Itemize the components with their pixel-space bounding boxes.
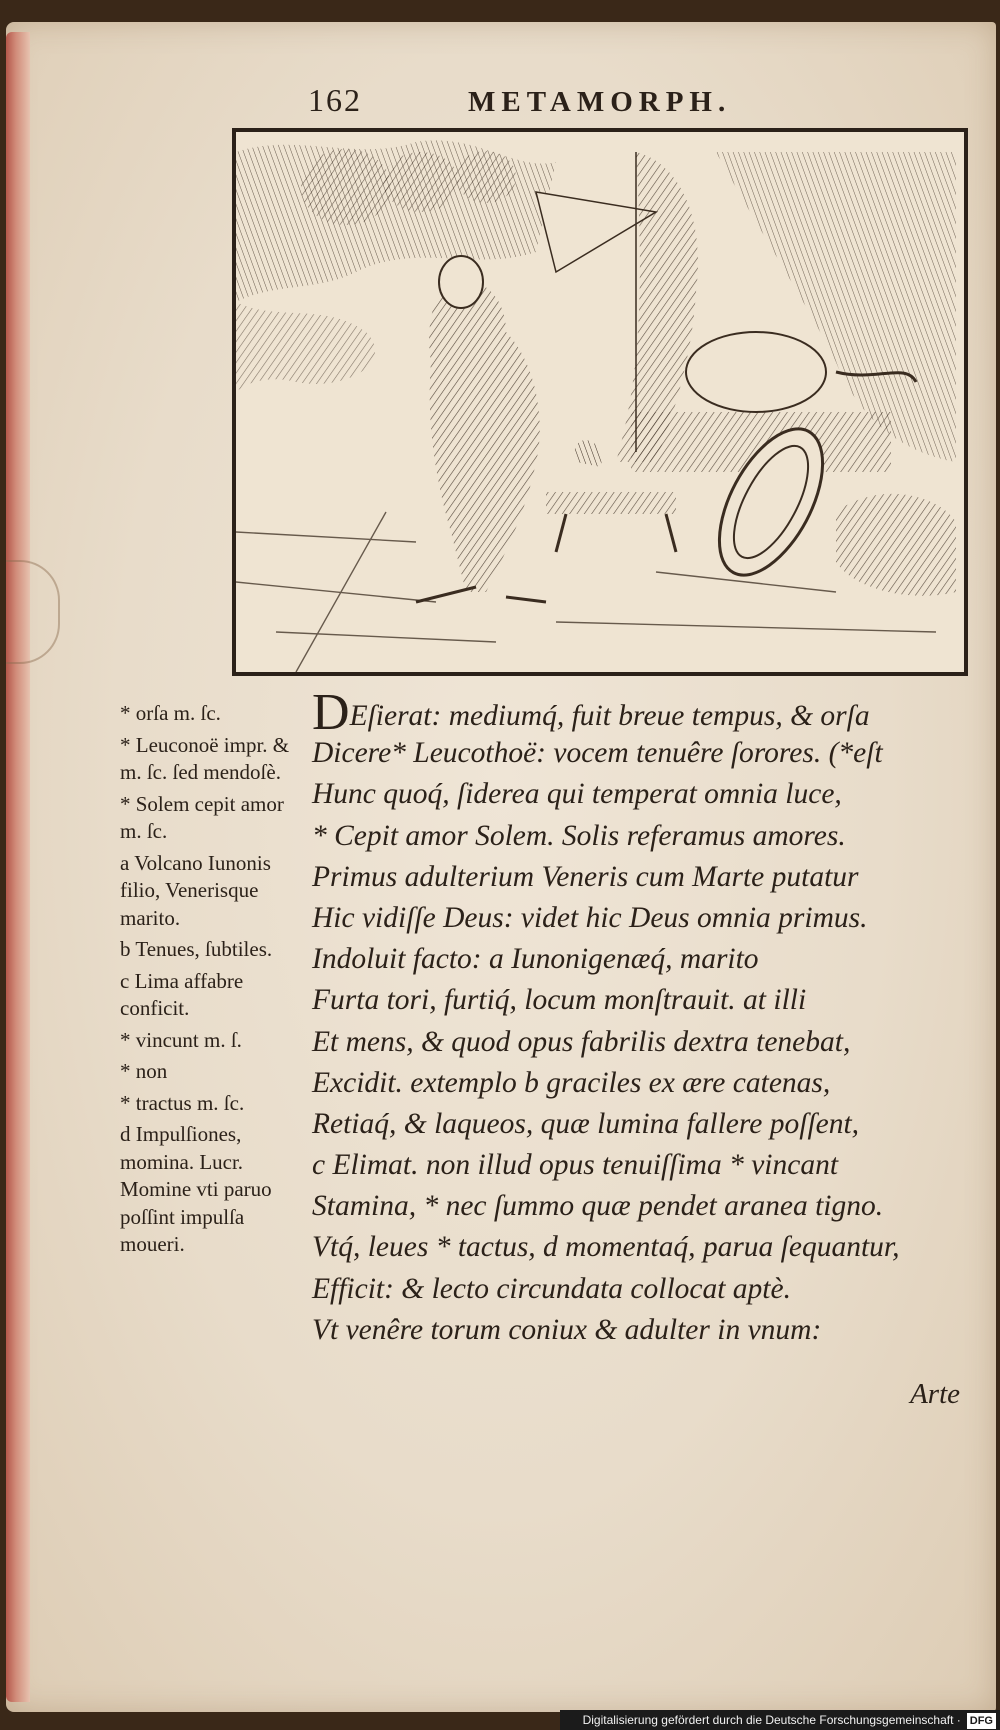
verse-line: Retiaq́, & laqueos, quæ lumina fallere poſſent, [312,1107,860,1140]
verse-line: Primus adulterium Veneris cum Marte putatur [312,860,859,893]
marginal-note: b Tenues, ſubtiles. [120,937,273,961]
verse-line: Vt venêre torum coniux & adulter in vnum: [312,1313,822,1346]
marginal-note: * Leuconoë impr. & m. ſc. ſed mendoſè. [120,732,295,784]
page-tab-mark [6,560,60,664]
verse-line: Vtq́, leues * tactus, d momentaq́, parua ſequantur, [312,1231,900,1264]
verse-line-first [312,684,972,741]
page-header [300,82,860,122]
verse-text: Eſierat: mediumq́, fuit breue tempus, & orſa [349,700,870,732]
marginal-note: * non [120,1059,168,1083]
marginal-note: d Impulſiones, momina. Lucr. Momine vti paruo poſſint impulſa moueri. [120,1122,277,1256]
marginal-note: a Volcano Iunonis filio, Venerisque marito. [120,850,277,930]
verse-line: Hunc quoq́, ſiderea qui temperat omnia luce, [312,778,842,811]
verse-line: * Cepit amor Solem. Solis referamus amores. [312,819,846,852]
verse-line: Dicere* Leucothoë: vocem tenuêre ſorores. (*eſt [312,737,883,770]
marginal-note: * tractus m. ſc. [120,1090,245,1115]
footer-text: Digitalisierung gefördert durch die Deutsche Forschungsgemeinschaft · [582,1713,961,1727]
marginal-note: * Solem cepit amor m. ſc. [120,791,290,843]
verse-line: c Elimat. non illud opus tenuiſſima * vincant [312,1149,839,1182]
woodcut-illustration [232,128,968,676]
dfg-logo: DFG [967,1713,996,1729]
marginal-note: * orſa m. ſc. [120,701,221,725]
verse-block [312,684,972,1351]
page-number: 162 [308,82,362,118]
verse-line: Furta tori, furtiq́, locum monſtrauit. at illi [312,984,807,1017]
woodcut-image [236,132,964,672]
marginal-notes [120,700,310,1263]
running-title: METAMORPH. [468,86,732,118]
red-page-edge [6,32,30,1702]
verse-line: Excidit. extemplo b graciles ex ære catenas, [312,1066,831,1099]
verse-line: Indoluit facto: a Iunonigenæq́, marito [312,943,759,976]
verse-line: Hic vidiſſe Deus: videt hic Deus omnia primus. [312,901,868,934]
digitization-footer [560,1710,1000,1730]
verse-line: Efficit: & lecto circundata collocat aptè. [312,1272,791,1305]
verse-line: Et mens, & quod opus fabrilis dextra tenebat, [312,1025,851,1058]
catchword: Arte [910,1378,960,1410]
marginal-note: c Lima affabre conficit. [120,968,249,1020]
marginal-note: * vincunt m. ſ. [120,1027,242,1052]
verse-line: Stamina, * nec ſummo quæ pendet aranea tigno. [312,1190,884,1223]
initial-letter: D [312,684,350,741]
